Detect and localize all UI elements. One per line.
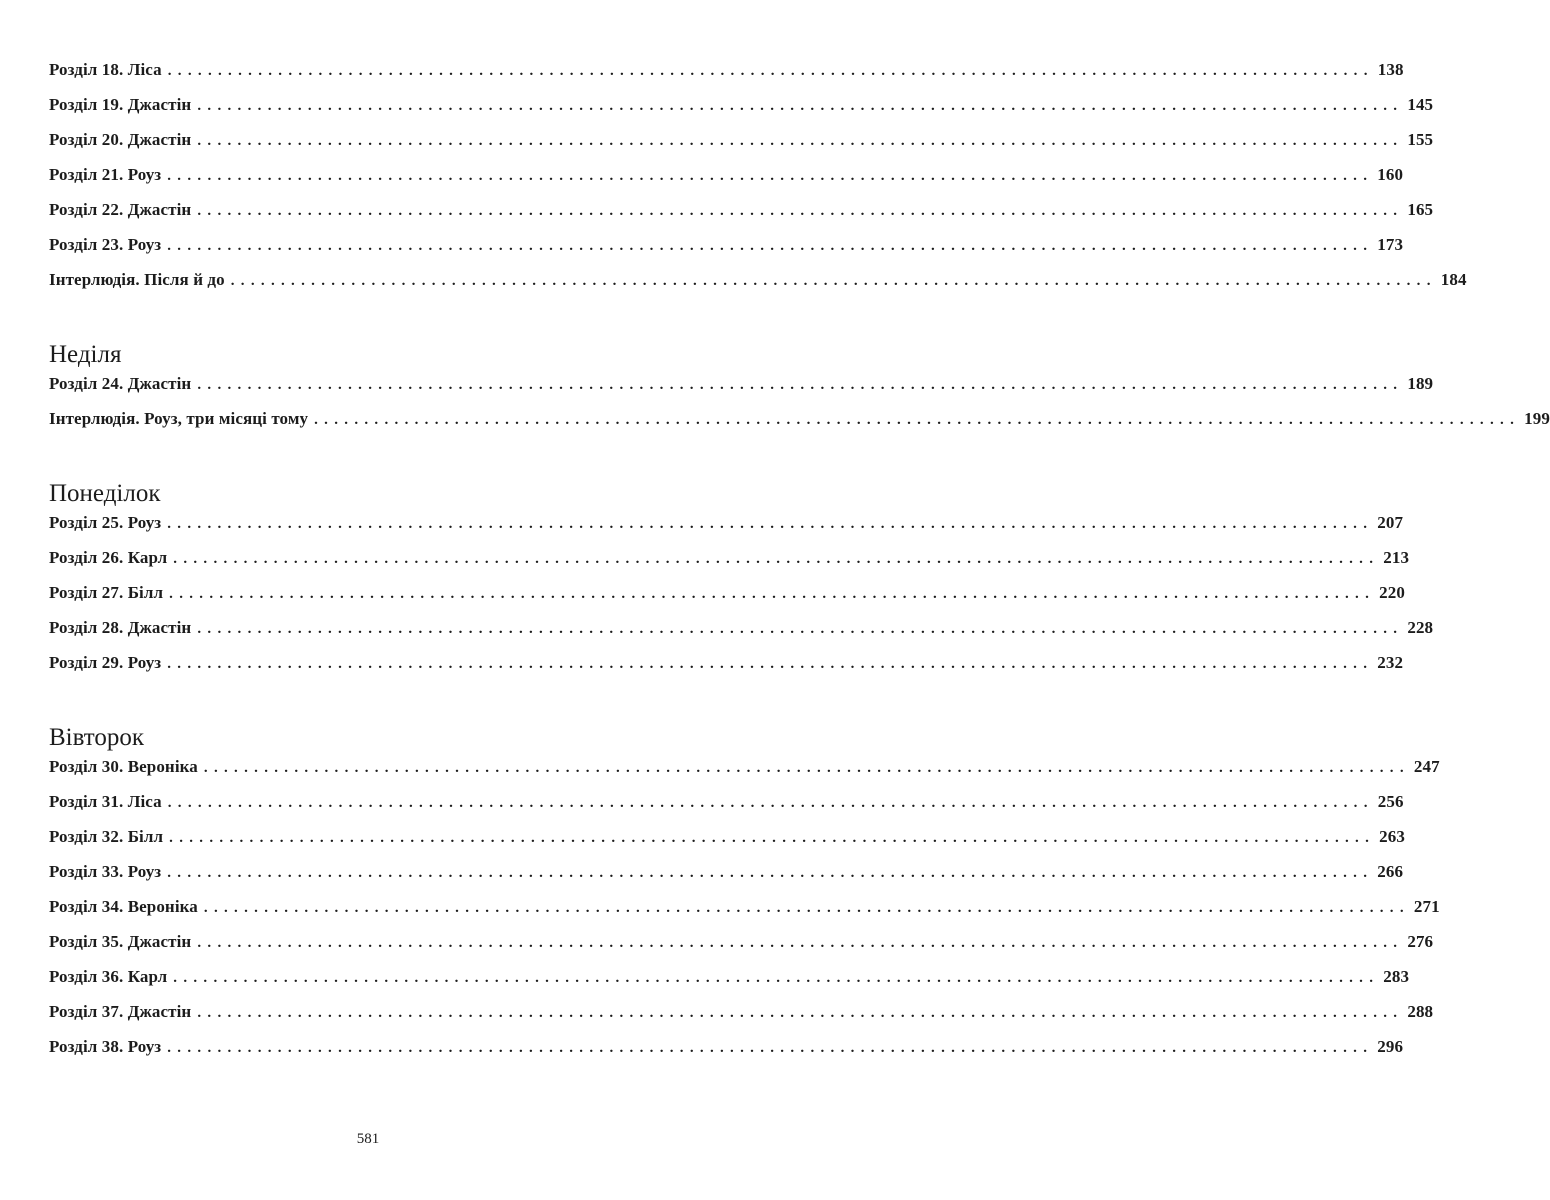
- toc-entry: [49, 513, 1404, 548]
- toc-entry: [49, 270, 1467, 305]
- toc-entry-title: Розділ 22. Джастін: [49, 200, 192, 219]
- toc-entry-page: 155: [1407, 130, 1434, 149]
- toc-entry: [49, 827, 1405, 862]
- dot-leader: ........................................................................................................................: [173, 551, 1380, 567]
- toc-entry-title: Розділ 19. Джастін: [49, 95, 192, 114]
- toc-entry-page: 165: [1407, 200, 1434, 219]
- toc-entry-title: Розділ 31. Ліса: [49, 792, 162, 811]
- toc-entry-page: 189: [1407, 374, 1434, 393]
- toc-entry-page: 199: [1524, 409, 1550, 428]
- toc-entry: [49, 792, 1404, 827]
- toc-entry: [49, 165, 1404, 200]
- toc-entry-title: Інтерлюдія. Роуз, три місяці тому: [49, 409, 309, 428]
- toc-entry-title: Розділ 34. Вероніка: [49, 897, 198, 916]
- dot-leader: ........................................................................................................................: [203, 900, 1410, 916]
- toc-entry-page: 266: [1377, 862, 1404, 881]
- toc-entry-page: 232: [1377, 653, 1404, 672]
- toc-entry-page: 247: [1413, 757, 1440, 776]
- toc-entry-title: Розділ 20. Джастін: [49, 130, 192, 149]
- toc-entry-page: 276: [1407, 932, 1434, 951]
- toc-entry: [49, 932, 1434, 967]
- toc-entry-title: Розділ 27. Білл: [49, 583, 164, 602]
- toc-entry: [49, 967, 1410, 1002]
- toc-group-tuesday: [49, 721, 1440, 1072]
- dot-leader: ........................................................................................................................: [167, 516, 1374, 532]
- toc-entry-page: 271: [1413, 897, 1440, 916]
- section-heading: Неділя: [49, 341, 122, 368]
- toc-entry: [49, 409, 1550, 444]
- toc-entry-page: 228: [1407, 618, 1434, 637]
- toc-entry: [49, 757, 1440, 792]
- toc-group-monday: [49, 477, 1434, 688]
- toc-entry-title: Інтерлюдія. Після й до: [49, 270, 225, 289]
- toc-entry-page: 173: [1377, 235, 1404, 254]
- toc-entry: [49, 1002, 1434, 1037]
- toc-entry-page: 184: [1440, 270, 1467, 289]
- toc-entry-title: Розділ 21. Роуз: [49, 165, 162, 184]
- dot-leader: ........................................................................................................................: [167, 865, 1374, 881]
- dot-leader: ........................................................................................................................: [169, 586, 1376, 602]
- toc-entry-page: 296: [1377, 1037, 1404, 1056]
- toc-entry-page: 220: [1379, 583, 1405, 602]
- toc-entry-title: Розділ 18. Ліса: [49, 60, 162, 79]
- toc-entry-title: Розділ 24. Джастін: [49, 374, 192, 393]
- toc-entry-page: 145: [1407, 95, 1434, 114]
- toc-entry-title: Розділ 29. Роуз: [49, 653, 162, 672]
- toc-entry-title: Розділ 37. Джастін: [49, 1002, 192, 1021]
- dot-leader: ........................................................................................................................: [167, 656, 1374, 672]
- dot-leader: ........................................................................................................................: [197, 621, 1404, 637]
- toc-entry: [49, 374, 1434, 409]
- dot-leader: ........................................................................................................................: [167, 63, 1374, 79]
- toc-group-sunday: [49, 338, 1550, 444]
- toc-entry-page: 207: [1377, 513, 1404, 532]
- toc-entry: [49, 618, 1434, 653]
- toc-entry-page: 138: [1377, 60, 1404, 79]
- toc-entry: [49, 95, 1434, 130]
- dot-leader: ........................................................................................................................: [167, 168, 1374, 184]
- toc-entry: [49, 1037, 1404, 1072]
- dot-leader: ........................................................................................................................: [173, 970, 1380, 986]
- toc-entry-title: Розділ 36. Карл: [49, 967, 168, 986]
- dot-leader: ........................................................................................................................: [169, 830, 1376, 846]
- dot-leader: ........................................................................................................................: [197, 98, 1404, 114]
- dot-leader: ........................................................................................................................: [167, 1040, 1374, 1056]
- dot-leader: ........................................................................................................................: [197, 377, 1404, 393]
- toc-entry: [49, 130, 1434, 165]
- toc-entry-page: 288: [1407, 1002, 1434, 1021]
- dot-leader: ........................................................................................................................: [203, 760, 1410, 776]
- toc-entry-title: Розділ 28. Джастін: [49, 618, 192, 637]
- toc-entry-page: 283: [1383, 967, 1410, 986]
- toc-entry-page: 256: [1377, 792, 1404, 811]
- dot-leader: ........................................................................................................................: [314, 412, 1521, 428]
- toc-entry: [49, 200, 1434, 235]
- section-heading: Вівторок: [49, 724, 145, 751]
- dot-leader: ........................................................................................................................: [197, 133, 1404, 149]
- toc-entry-title: Розділ 25. Роуз: [49, 513, 162, 532]
- toc-entry-page: 263: [1379, 827, 1405, 846]
- toc-entry: [49, 548, 1410, 583]
- toc-entry-page: 160: [1377, 165, 1404, 184]
- table-of-contents: [49, 60, 1550, 1072]
- toc-entry-title: Розділ 32. Білл: [49, 827, 164, 846]
- dot-leader: ........................................................................................................................: [167, 238, 1374, 254]
- page-number: 581: [356, 1131, 380, 1147]
- toc-group-continued: [49, 60, 1467, 305]
- dot-leader: ........................................................................................................................: [197, 935, 1404, 951]
- toc-entry: [49, 60, 1404, 95]
- toc-entry-title: Розділ 30. Вероніка: [49, 757, 198, 776]
- dot-leader: ........................................................................................................................: [167, 795, 1374, 811]
- dot-leader: ........................................................................................................................: [197, 1005, 1404, 1021]
- toc-entry-title: Розділ 35. Джастін: [49, 932, 192, 951]
- toc-entry-title: Розділ 38. Роуз: [49, 1037, 162, 1056]
- toc-entry: [49, 862, 1404, 897]
- toc-entry-title: Розділ 33. Роуз: [49, 862, 162, 881]
- toc-entry-title: Розділ 23. Роуз: [49, 235, 162, 254]
- toc-entry: [49, 235, 1404, 270]
- toc-entry-title: Розділ 26. Карл: [49, 548, 168, 567]
- toc-entry: [49, 583, 1405, 618]
- toc-entry: [49, 653, 1404, 688]
- dot-leader: ........................................................................................................................: [230, 273, 1437, 289]
- toc-entry: [49, 897, 1440, 932]
- dot-leader: ........................................................................................................................: [197, 203, 1404, 219]
- section-heading: Понеділок: [49, 480, 161, 507]
- toc-entry-page: 213: [1383, 548, 1410, 567]
